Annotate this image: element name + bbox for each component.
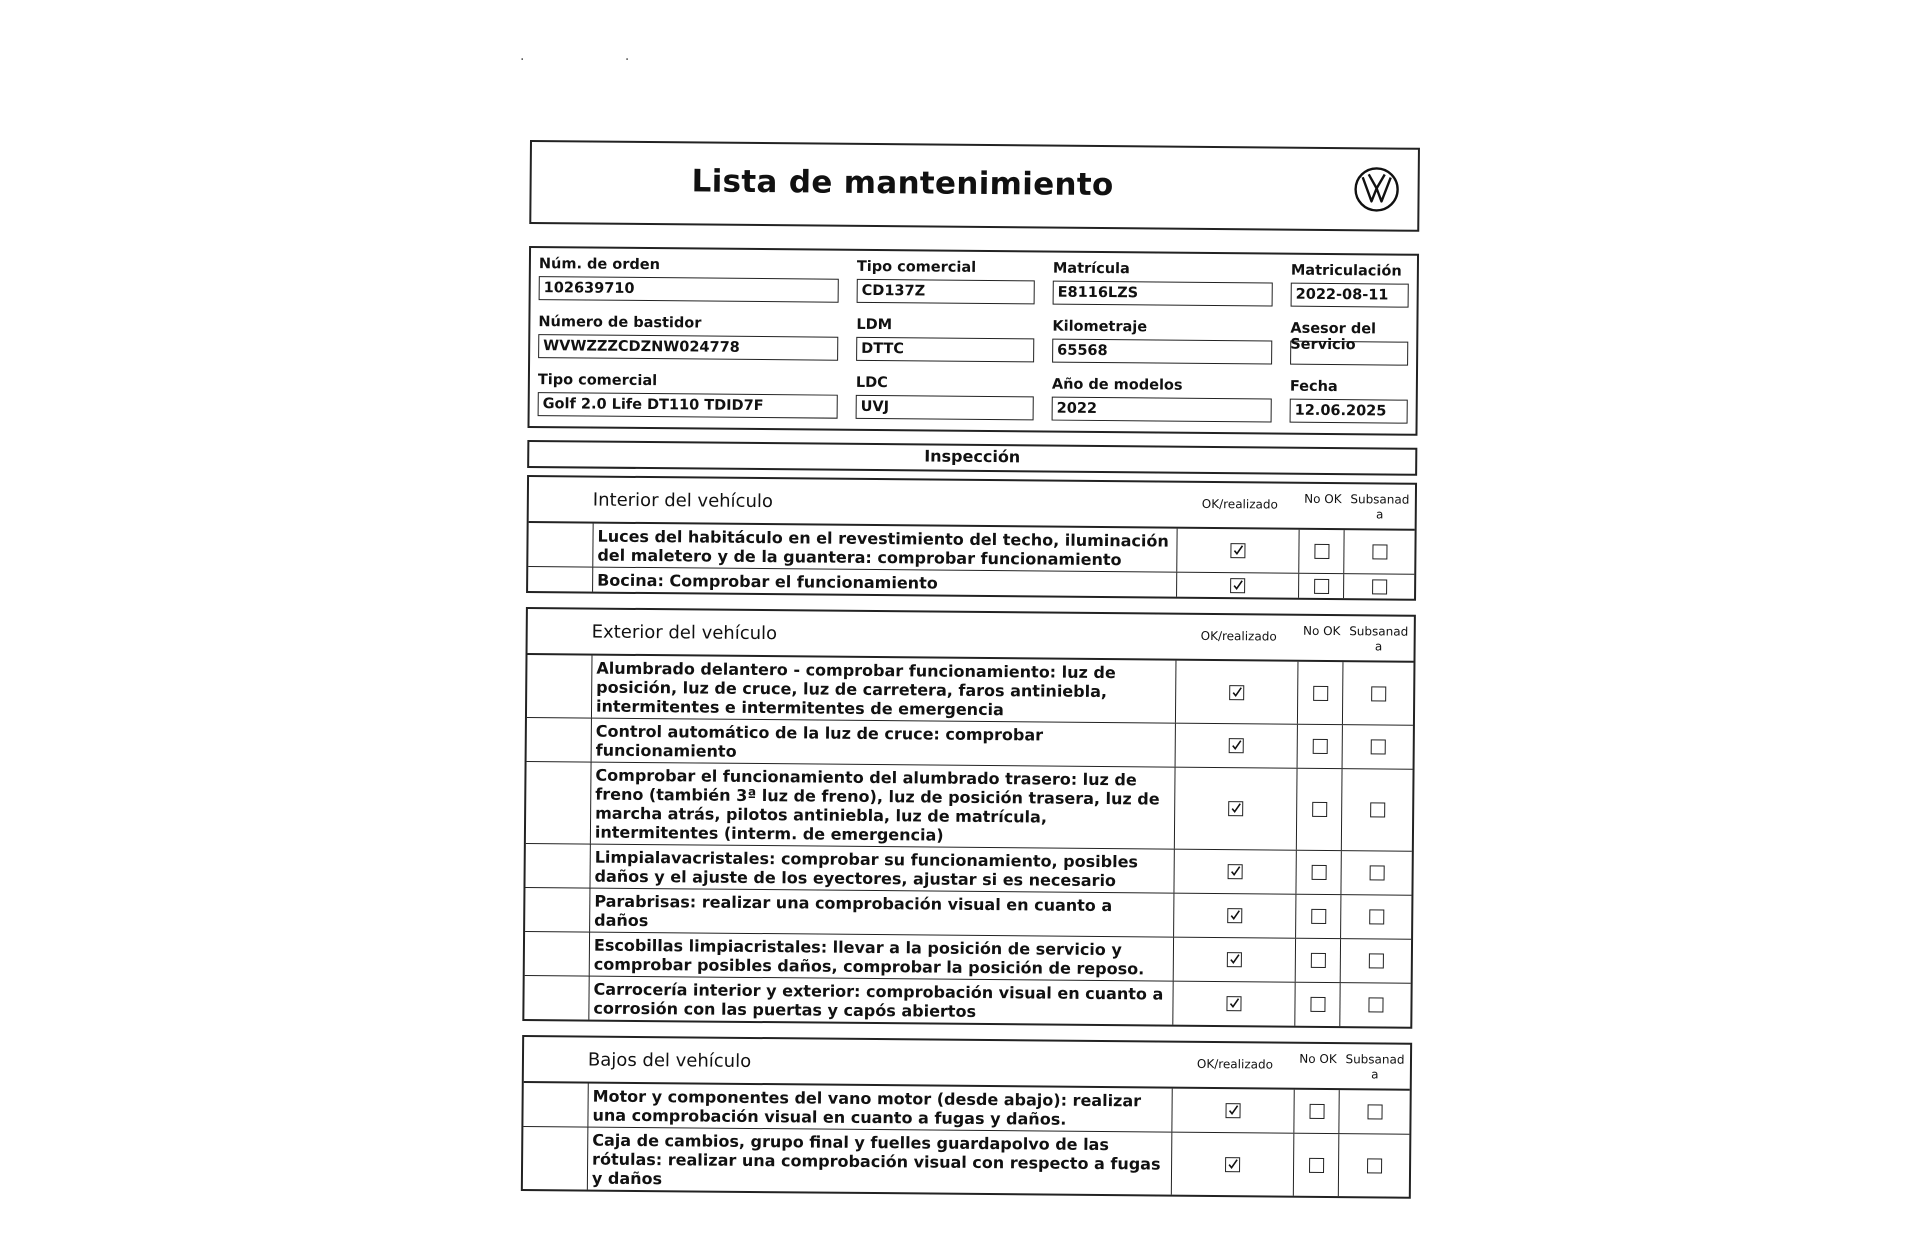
field-label: Núm. de orden [538, 256, 661, 274]
field [857, 259, 1035, 305]
ok-checkbox[interactable] [1227, 952, 1242, 967]
subsanada-checkbox[interactable] [1367, 1104, 1382, 1119]
row-description: Caja de cambios, grupo final y fuelles guardapolvo de las rótulas: realizar una comprobación visual con respecto a fugas y daños [588, 1128, 1173, 1195]
document-header [529, 140, 1420, 232]
field [856, 317, 1034, 363]
field-value: WVWZZZCDZNW024778 [538, 334, 838, 361]
field-value: 2022-08-11 [1291, 283, 1409, 308]
field [538, 314, 838, 361]
no-ok-checkbox[interactable] [1314, 544, 1329, 559]
table-row [525, 844, 1411, 896]
no-ok-cell [1298, 725, 1343, 768]
row-spacer [524, 976, 589, 1020]
check-mark-icon [1228, 909, 1241, 922]
header-spacer [529, 477, 593, 522]
check-mark-icon [1226, 1158, 1239, 1171]
row-spacer [525, 844, 590, 888]
row-description: Alumbrado delantero - comprobar funcionamiento: luz de posición, luz de cruce, luz de carretera, faros antiniebla, intermitentes e intermitentes de emergencia [592, 656, 1177, 723]
check-mark-icon [1229, 865, 1242, 878]
table-title: Bajos del vehículo [587, 1049, 752, 1072]
field-label: Asesor del Servicio [1290, 320, 1377, 354]
no-ok-checkbox[interactable] [1314, 578, 1329, 593]
subsanada-cell [1341, 939, 1411, 983]
subsanada-checkbox[interactable] [1370, 802, 1385, 817]
subsanada-checkbox[interactable] [1369, 909, 1384, 924]
section-title: Inspección [527, 440, 1417, 476]
no-ok-checkbox[interactable] [1310, 953, 1325, 968]
ok-checkbox[interactable] [1229, 685, 1244, 700]
inspection-tables [521, 475, 1417, 1199]
ok-checkbox[interactable] [1225, 1157, 1240, 1172]
row-description: Luces del habitáculo en el revestimiento del techo, iluminación del maletero y de la guantera: comprobar funcionamiento [593, 524, 1177, 572]
ok-cell [1176, 661, 1299, 724]
table-row [526, 762, 1413, 852]
table-row [523, 1127, 1410, 1197]
ok-cell [1172, 1089, 1294, 1133]
field-label: Tipo comercial [856, 258, 977, 276]
subsanada-checkbox[interactable] [1370, 739, 1385, 754]
row-spacer [523, 1083, 588, 1127]
row-description: Motor y componentes del vano motor (desde abajo): realizar una comprobación visual en cuanto a fugas y daños. [588, 1084, 1172, 1132]
ok-checkbox[interactable] [1228, 801, 1243, 816]
subsanada-cell [1341, 851, 1411, 895]
subsanada-checkbox[interactable] [1368, 997, 1383, 1012]
field-label: Número de bastidor [538, 314, 702, 332]
ok-cell [1174, 938, 1296, 982]
no-ok-checkbox[interactable] [1311, 865, 1326, 880]
field-value: 2022 [1052, 397, 1272, 423]
no-ok-checkbox[interactable] [1312, 739, 1327, 754]
check-mark-icon [1226, 1104, 1239, 1117]
row-spacer [523, 1127, 589, 1190]
check-mark-icon [1230, 686, 1243, 699]
table-row [524, 976, 1410, 1027]
field [1290, 379, 1408, 424]
column-header-ok: OK/realizado [1201, 496, 1278, 512]
table-header [524, 1037, 1410, 1091]
column-header-no-ok: No OK [1304, 491, 1342, 507]
field-label: Matrícula [1052, 260, 1130, 278]
row-spacer [525, 888, 590, 932]
subsanada-cell [1344, 530, 1414, 574]
subsanada-cell [1343, 662, 1414, 725]
scan-specks: · · [520, 52, 678, 68]
order-fields [527, 246, 1419, 436]
no-ok-cell [1294, 1090, 1339, 1133]
check-mark-icon [1229, 802, 1242, 815]
no-ok-cell [1296, 895, 1341, 938]
subsanada-cell [1342, 769, 1413, 851]
no-ok-checkbox[interactable] [1309, 1104, 1324, 1119]
row-description: Limpialavacristales: comprobar su funcionamiento, posibles daños y el ajuste de los eyectores, ajustar si es necesario [590, 845, 1174, 893]
row-description: Bocina: Comprobar el funcionamiento [593, 568, 1177, 597]
field-value: E8116LZS [1053, 281, 1273, 307]
no-ok-cell [1298, 662, 1344, 724]
row-description: Control automático de la luz de cruce: comprobar funcionamiento [592, 719, 1176, 767]
table-row [525, 888, 1411, 940]
row-description: Parabrisas: realizar una comprobación visual en cuanto a daños [590, 889, 1174, 937]
subsanada-checkbox[interactable] [1369, 865, 1384, 880]
check-mark-icon [1230, 739, 1243, 752]
column-header-ok: OK/realizado [1196, 1056, 1274, 1072]
no-ok-cell [1299, 574, 1344, 598]
field-label: Tipo comercial [537, 372, 658, 390]
column-header-subsanada: Subsanad a [1345, 1052, 1405, 1082]
field [1291, 263, 1409, 308]
ok-checkbox[interactable] [1227, 908, 1242, 923]
header-spacer [524, 1037, 588, 1082]
no-ok-checkbox[interactable] [1312, 802, 1327, 817]
field-label: Kilometraje [1052, 318, 1148, 336]
field [1053, 261, 1273, 307]
field-value: 12.06.2025 [1290, 399, 1408, 424]
inspection-table [522, 607, 1416, 1029]
subsanada-checkbox[interactable] [1367, 1158, 1382, 1173]
subsanada-checkbox[interactable] [1368, 953, 1383, 968]
maintenance-document [521, 140, 1420, 1213]
row-description: Carrocería interior y exterior: comprobación visual en cuanto a corrosión con las puertas y capós abiertos [589, 977, 1173, 1025]
table-row [528, 523, 1414, 575]
ok-cell [1177, 529, 1299, 573]
ok-checkbox[interactable] [1230, 543, 1245, 558]
subsanada-cell [1343, 725, 1413, 769]
header-spacer [528, 609, 592, 654]
row-spacer [528, 523, 593, 567]
field [1052, 377, 1272, 423]
no-ok-cell [1296, 851, 1341, 894]
ok-checkbox[interactable] [1230, 578, 1245, 593]
no-ok-checkbox[interactable] [1309, 1157, 1324, 1172]
table-row [523, 1083, 1409, 1135]
no-ok-checkbox[interactable] [1310, 997, 1325, 1012]
subsanada-cell [1344, 574, 1414, 599]
no-ok-checkbox[interactable] [1313, 685, 1328, 700]
table-title: Interior del vehículo [592, 489, 774, 513]
table-header [529, 477, 1415, 531]
no-ok-checkbox[interactable] [1311, 909, 1326, 924]
ok-cell [1172, 1133, 1295, 1196]
vw-logo-icon [1353, 166, 1399, 212]
table-row [525, 932, 1411, 984]
row-spacer [528, 567, 593, 592]
row-description: Comprobar el funcionamiento del alumbrado trasero: luz de freno (también 3ª luz de freno), luz de posición trasera, luz de marcha atrás, pilotos antiniebla, luz de matrícula, intermitentes (interm. de emergencia) [591, 763, 1176, 849]
check-mark-icon [1228, 953, 1241, 966]
row-spacer [526, 762, 592, 844]
row-spacer [527, 718, 592, 762]
ok-cell [1177, 573, 1299, 598]
field [1052, 319, 1272, 365]
field [856, 375, 1034, 421]
ok-checkbox[interactable] [1225, 1103, 1240, 1118]
no-ok-cell [1295, 983, 1340, 1026]
ok-cell [1173, 982, 1295, 1026]
subsanada-checkbox[interactable] [1371, 686, 1386, 701]
column-header-subsanada: Subsanad a [1349, 624, 1409, 654]
column-header-subsanada: Subsanad a [1350, 492, 1410, 522]
field-value: UVJ [856, 395, 1034, 421]
ok-cell [1176, 724, 1298, 768]
ok-cell [1174, 894, 1296, 938]
field [1290, 321, 1408, 366]
table-row [527, 718, 1413, 770]
column-header-no-ok: No OK [1299, 1051, 1337, 1067]
column-header-no-ok: No OK [1302, 623, 1341, 639]
field-label: Matriculación [1290, 262, 1402, 280]
field-label: LDM [856, 316, 893, 334]
page-title: Lista de mantenimiento [691, 163, 1114, 204]
subsanada-cell [1340, 983, 1410, 1027]
subsanada-cell [1339, 1090, 1409, 1134]
no-ok-cell [1296, 939, 1341, 982]
row-spacer [525, 932, 590, 976]
subsanada-checkbox[interactable] [1372, 544, 1387, 559]
row-spacer [527, 655, 593, 718]
ok-checkbox[interactable] [1228, 864, 1243, 879]
field-value: 65568 [1052, 339, 1272, 365]
field-value: Golf 2.0 Life DT110 TDID7F [538, 392, 838, 419]
field-value: 102639710 [539, 276, 839, 303]
subsanada-cell [1339, 1134, 1410, 1197]
ok-checkbox[interactable] [1226, 996, 1241, 1011]
field-label: Fecha [1289, 378, 1338, 396]
ok-cell [1175, 768, 1298, 850]
check-mark-icon [1231, 579, 1244, 592]
inspection-table [526, 475, 1417, 601]
no-ok-cell [1297, 769, 1343, 850]
table-title: Exterior del vehículo [591, 621, 778, 645]
row-description: Escobillas limpiacristales: llevar a la posición de servicio y comprobar posibles daños, comprobar la posición de reposo. [590, 933, 1174, 981]
ok-cell [1174, 850, 1296, 894]
check-mark-icon [1227, 997, 1240, 1010]
ok-checkbox[interactable] [1229, 738, 1244, 753]
subsanada-checkbox[interactable] [1372, 579, 1387, 594]
no-ok-cell [1294, 1134, 1340, 1196]
column-header-ok: OK/realizado [1200, 628, 1277, 644]
field-value: DTTC [856, 337, 1034, 363]
table-row [527, 655, 1414, 726]
inspection-table [521, 1035, 1412, 1199]
field-value: CD137Z [857, 279, 1035, 305]
field-label: Año de modelos [1051, 376, 1183, 394]
field [538, 372, 838, 419]
check-mark-icon [1231, 544, 1244, 557]
field [539, 256, 839, 303]
subsanada-cell [1341, 895, 1411, 939]
table-header [528, 609, 1414, 663]
no-ok-cell [1299, 530, 1344, 573]
field-label: LDC [855, 374, 888, 392]
